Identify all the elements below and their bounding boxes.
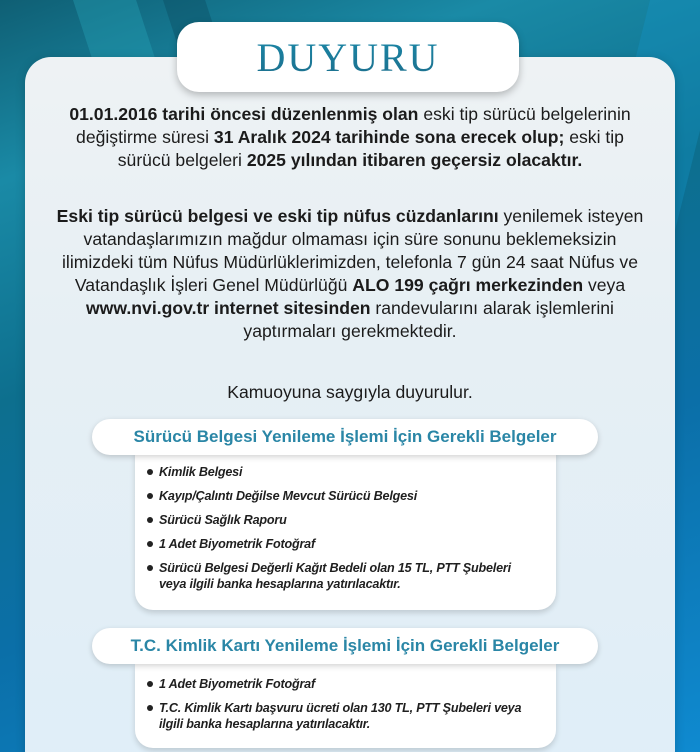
requirements-card-id-card (135, 664, 556, 748)
list-item (147, 700, 540, 732)
requirements-list (147, 676, 540, 732)
text: yenilemek isteyen vatandaşlarımızın mağdur olmaması için süre sonunu beklemeksizin ilimizdeki tüm Nüfus Müdürlüklerimizden, telefonla 7 gün 24 saat Nüfus ve Vatandaşlık İşleri Genel Müdürlüğü (62, 206, 644, 295)
text: eski tip sürücü belgelerinin değiştirme süresi (76, 104, 631, 147)
text: veya (583, 275, 626, 295)
title-banner (177, 22, 519, 92)
bullet-icon (147, 493, 153, 499)
list-item (147, 464, 540, 480)
bullet-icon (147, 705, 153, 711)
bold-text: Eski tip sürücü belgesi ve eski tip nüfus cüzdanlarını (56, 206, 499, 226)
bold-text: ALO 199 çağrı merkezinden (352, 275, 584, 295)
list-item (147, 560, 540, 592)
bullet-icon (147, 681, 153, 687)
bullet-icon (147, 469, 153, 475)
list-item-text: Sürücü Belgesi Değerli Kağıt Bedeli olan 15 TL, PTT Şubeleri veya ilgili banka hesaplarına yatırılacaktır. (159, 561, 511, 591)
list-item-text: Kimlik Belgesi (159, 465, 243, 479)
bold-text: www.nvi.gov.tr internet sitesinden (86, 298, 371, 318)
bullet-icon (147, 517, 153, 523)
text: eski tip sürücü belgeleri (117, 127, 624, 170)
list-item (147, 676, 540, 692)
list-item-text: Sürücü Sağlık Raporu (159, 513, 287, 527)
bullet-icon (147, 541, 153, 547)
section-heading-driver-license: Sürücü Belgesi Yenileme İşlemi İçin Gerekli Belgeler (92, 419, 598, 455)
bold-text: 01.01.2016 tarihi öncesi düzenlenmiş olan (69, 104, 419, 124)
list-item-text: T.C. Kimlik Kartı başvuru ücreti olan 130 TL, PTT Şubeleri veya ilgili banka hesaplarına yatırılacaktır. (159, 701, 522, 731)
page-title: DUYURU (256, 34, 440, 80)
list-item-text: Kayıp/Çalıntı Değilse Mevcut Sürücü Belgesi (159, 489, 418, 503)
list-item (147, 536, 540, 552)
paragraph-closing: Kamuoyuna saygıyla duyurulur. (227, 382, 473, 402)
list-item-text: 1 Adet Biyometrik Fotoğraf (159, 677, 315, 691)
bullet-icon (147, 565, 153, 571)
bold-text: 31 Aralık 2024 tarihinde sona erecek olup; (213, 127, 565, 147)
list-item-text: 1 Adet Biyometrik Fotoğraf (159, 537, 315, 551)
paragraph-instructions (55, 205, 645, 343)
requirements-list (147, 464, 540, 592)
text: randevularını alarak işlemlerini yaptırmaları gerekmektedir. (243, 298, 614, 341)
list-item (147, 488, 540, 504)
requirements-card-driver-license (135, 452, 556, 610)
section-heading-id-card: T.C. Kimlik Kartı Yenileme İşlemi İçin Gerekli Belgeler (92, 628, 598, 664)
paragraph-expiry (55, 103, 645, 172)
bold-text: 2025 yılından itibaren geçersiz olacaktır. (246, 150, 583, 170)
list-item (147, 512, 540, 528)
